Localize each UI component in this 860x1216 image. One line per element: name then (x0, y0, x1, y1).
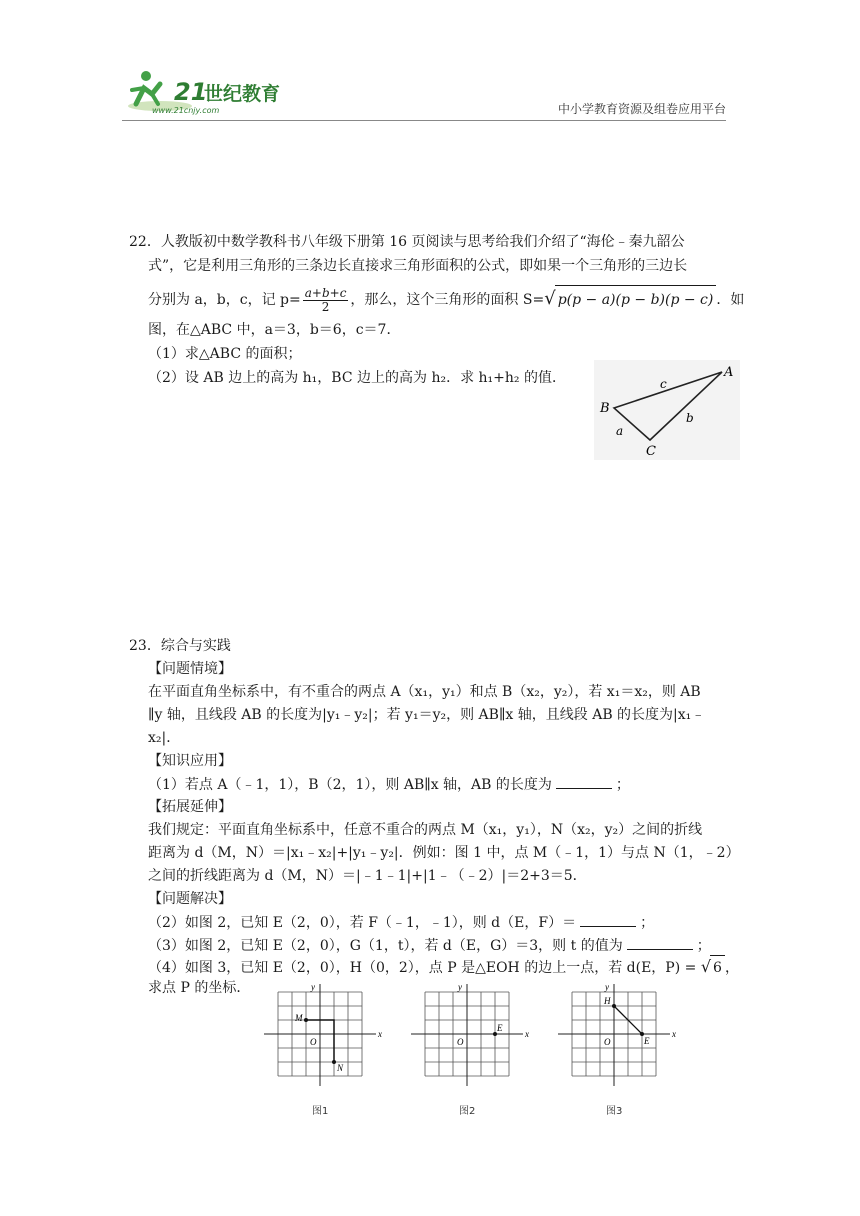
q23-part-4-cont: 求点 P 的坐标． (148, 980, 251, 996)
point-n (332, 1060, 336, 1064)
figure-1-grid (258, 980, 386, 1096)
point-n-label: N (337, 1063, 344, 1073)
q22-line-3c: ．如 (716, 292, 745, 308)
q23-part-4-comma: ， (724, 960, 739, 976)
q23-part-2 (148, 912, 654, 933)
q22-line-3 (148, 285, 744, 314)
q23-ext-1: 我们规定：平面直角坐标系中，任意不重合的两点 M（x₁，y₁），N（x₂，y₂）之间的折线 (148, 822, 703, 838)
sqrt-body: p(p − a)(p − b)(p − c) (555, 285, 717, 314)
y-axis-label: y (458, 982, 462, 992)
vertex-c-label: C (646, 444, 656, 459)
answer-blank-2[interactable] (580, 912, 636, 927)
logo-icon (122, 66, 312, 116)
q23-part-1-end: ； (615, 777, 630, 793)
origin-label: O (604, 1037, 611, 1047)
figure-2-grid (405, 980, 533, 1096)
x-axis-label: x (672, 1029, 676, 1039)
vertex-b-label: B (600, 401, 610, 416)
svg-text:www.21cnjy.com: www.21cnjy.com (152, 106, 220, 115)
origin-label: O (457, 1037, 464, 1047)
q23-text-1: 在平面直角坐标系中，有不重合的两点 A（x₁，y₁）和点 B（x₂，y₂），若 x₁＝x₂，则 AB (148, 684, 701, 700)
side-a-label: a (616, 424, 624, 438)
header-divider (122, 120, 726, 121)
site-name: 中小学教育资源及组卷应用平台 (557, 102, 726, 116)
q22-part-1: （1）求△ABC 的面积； (148, 346, 302, 362)
x-axis-label: x (378, 1029, 382, 1039)
x-axis-label: x (525, 1029, 529, 1039)
triangle-abc-figure (594, 360, 740, 460)
q23-part-4-text: （4）如图 3，已知 E（2，0），H（0，2），点 P 是△EOH 的边上一点，若 d(E，P) = (148, 960, 701, 976)
q23-title: 23．综合与实践 (129, 638, 231, 654)
page-header (122, 66, 726, 122)
section-heading-extension: 【拓展延伸】 (148, 799, 232, 815)
section-heading-application: 【知识应用】 (148, 753, 232, 769)
q22-part-2: （2）设 AB 边上的高为 h₁，BC 边上的高为 h₂．求 h₁+h₂ 的值． (148, 370, 566, 386)
point-m (304, 1018, 308, 1022)
point-m-label: M (295, 1013, 303, 1023)
q22-line-3a: 分别为 a，b，c，记 p= (148, 292, 301, 308)
svg-text:世纪教育: 世纪教育 (204, 83, 281, 105)
answer-blank-1[interactable] (556, 774, 612, 789)
q23-part-3-text: （3）如图 2，已知 E（2，0），G（1，t），若 d（E，G）＝3，则 t 的值为 (148, 938, 623, 954)
q23-part-4 (148, 955, 739, 980)
q23-text-3: x₂|． (148, 730, 181, 746)
sqrt-six: 6 (710, 955, 725, 980)
q22-line-3b: ，那么，这个三角形的面积 S= (350, 292, 545, 308)
frac-denominator: 2 (321, 299, 330, 314)
q23-part-2-text: （2）如图 2，已知 E（2，0），若 F（﹣1，﹣1），则 d（E，F）＝ (148, 915, 577, 931)
figure-3-caption: 图3 (606, 1106, 623, 1117)
figure-3-grid (552, 980, 680, 1096)
side-c-label: c (660, 377, 667, 391)
figure-1-caption: 图1 (312, 1106, 329, 1117)
y-axis-label: y (605, 982, 609, 992)
q23-ext-2: 距离为 d（M，N）＝|x₁﹣x₂|+|y₁﹣y₂|．例如：图 1 中，点 M（﹣1，1）与点 N（1，﹣2） (148, 845, 740, 861)
frac-numerator: a+b+c (304, 285, 347, 300)
p-fraction (303, 287, 349, 314)
q22-line-1: 22．人教版初中数学教科书八年级下册第 16 页阅读与思考给我们介绍了“海伦﹣秦九韶公 (129, 234, 685, 250)
point-h-label: H (604, 996, 611, 1006)
sqrt-sign-2: √ (700, 957, 712, 976)
vertex-a-label: A (724, 365, 734, 380)
answer-blank-3[interactable] (627, 935, 693, 950)
point-e-label: E (644, 1036, 650, 1046)
q23-part-2-end: ； (640, 915, 655, 931)
sqrt-sign: √ (544, 288, 556, 309)
q23-part-1-text: （1）若点 A（﹣1，1），B（2，1），则 AB∥x 轴，AB 的长度为 (148, 777, 552, 793)
q23-ext-3: 之间的折线距离为 d（M，N）＝|﹣1﹣1|+|1﹣（﹣2）|＝2+3＝5． (148, 868, 587, 884)
point-h (612, 1004, 616, 1008)
q22-line-4: 图，在△ABC 中，a＝3，b＝6，c＝7． (148, 322, 401, 338)
q23-text-2: ∥y 轴，且线段 AB 的长度为|y₁﹣y₂|；若 y₁＝y₂，则 AB∥x 轴，且线段 AB 的长度为|x₁﹣ (148, 707, 706, 723)
figure-2-caption: 图2 (459, 1106, 476, 1117)
q22-line-2: 式”，它是利用三角形的三条边长直接求三角形面积的公式，即如果一个三角形的三边长 (148, 258, 688, 274)
q23-part-3-end: ； (696, 938, 711, 954)
y-axis-label: y (311, 982, 315, 992)
section-heading-situation: 【问题情境】 (148, 661, 232, 677)
origin-label: O (310, 1037, 317, 1047)
section-heading-solving: 【问题解决】 (148, 891, 232, 907)
point-e-label: E (497, 1023, 503, 1033)
q23-part-1 (148, 774, 630, 795)
side-b-label: b (686, 411, 694, 425)
svg-text:21: 21 (174, 78, 208, 106)
q23-part-3 (148, 935, 711, 956)
